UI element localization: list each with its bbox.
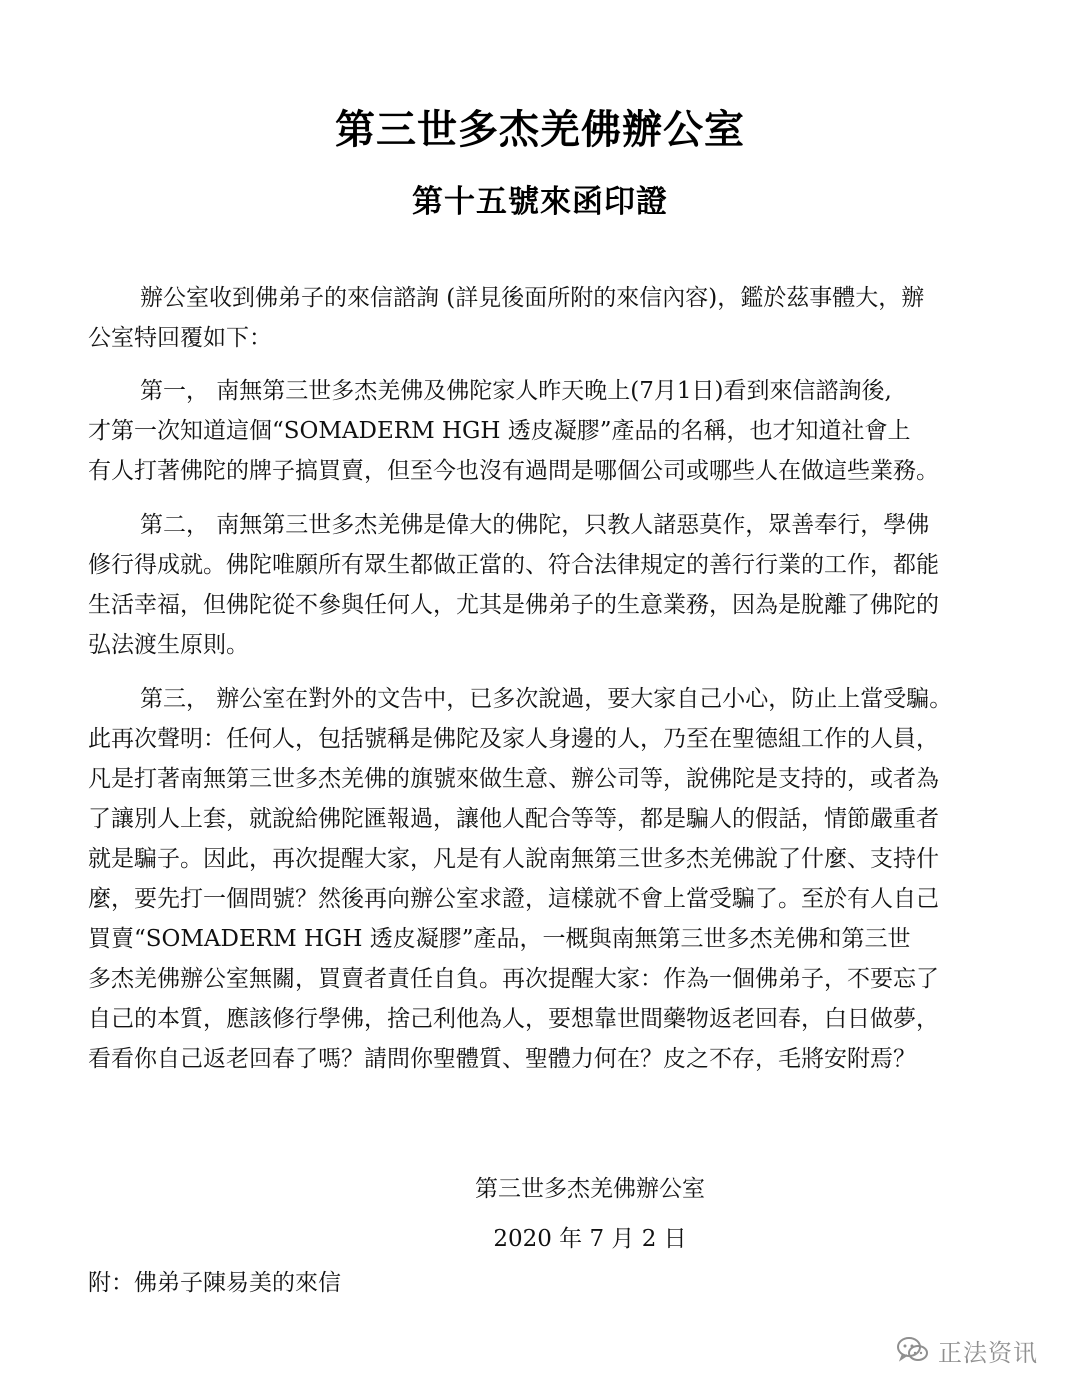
watermark-text: 正法资讯: [938, 1338, 1038, 1367]
point-two-line-1: 第二， 南無第三世多杰羌佛是偉大的佛陀，只教人諸惡莫作，眾善奉行，學佛: [140, 512, 930, 538]
point-three-line-9: 自己的本質，應該修行學佛，捨己利他為人，要想靠世間藥物返老回春，白日做夢，: [88, 1006, 939, 1032]
wechat-icon: [896, 1335, 930, 1365]
intro-paragraph: [88, 278, 993, 358]
point-three-line-3: 凡是打著南無第三世多杰羌佛的旗號來做生意、辦公司等，說佛陀是支持的，或者為: [88, 766, 939, 792]
intro-line-1: 辦公室收到佛弟子的來信諮詢 (詳見後面所附的來信內容)，鑑於茲事體大，辦: [140, 285, 925, 311]
point-three-line-4: 了讓別人上套，就說給佛陀匯報過，讓他人配合等等，都是騙人的假話，情節嚴重者: [88, 806, 939, 832]
point-three-line-2: 此再次聲明：任何人，包括號稱是佛陀及家人身邊的人，乃至在聖德組工作的人員，: [88, 726, 939, 752]
point-one-line-3: 有人打著佛陀的牌子搞買賣，但至今也沒有過問是哪個公司或哪些人在做這些業務。: [88, 458, 939, 484]
letter-subtitle: 第十五號來函印證: [412, 184, 668, 220]
signature-office: 第三世多杰羌佛辦公室: [475, 1176, 705, 1202]
point-three-line-7: 買賣“SOMADERM HGH 透皮凝膠”產品，一概與南無第三世多杰羌佛和第三世: [88, 926, 911, 952]
point-two-line-3: 生活幸福，但佛陀從不參與任何人，尤其是佛弟子的生意業務，因為是脫離了佛陀的: [88, 592, 939, 618]
point-three-line-6: 麼，要先打一個問號？然後再向辦公室求證，這樣就不會上當受騙了。至於有人自己: [88, 886, 939, 912]
point-two-line-2: 修行得成就。佛陀唯願所有眾生都做正當的、符合法律規定的善行行業的工作，都能: [88, 552, 939, 578]
point-one-line-2: 才第一次知道這個“SOMADERM HGH 透皮凝膠”產品的名稱，也才知道社會上: [88, 418, 911, 444]
point-three-line-1: 第三， 辦公室在對外的文告中，已多次說過，要大家自己小心，防止上當受騙。: [140, 686, 953, 712]
point-two-line-4: 弘法渡生原則。: [88, 632, 249, 658]
watermark: [896, 1328, 1038, 1372]
intro-line-2: 公室特回覆如下：: [88, 325, 272, 351]
signature-date: 2020 年 7 月 2 日: [493, 1226, 687, 1252]
point-one-line-1: 第一， 南無第三世多杰羌佛及佛陀家人昨天晚上(7月1日)看到來信諮詢後,: [140, 378, 892, 404]
attachment-note: 附：佛弟子陳易美的來信: [88, 1270, 341, 1296]
point-three-line-5: 就是騙子。因此，再次提醒大家，凡是有人說南無第三世多杰羌佛說了什麼、支持什: [88, 846, 939, 872]
point-three-paragraph: [88, 679, 993, 1079]
point-one-paragraph: [88, 371, 993, 491]
office-title: 第三世多杰羌佛辦公室: [335, 106, 745, 153]
point-three-line-8: 多杰羌佛辦公室無關，買賣者責任自負。再次提醒大家：作為一個佛弟子，不要忘了: [88, 966, 939, 992]
point-two-paragraph: [88, 505, 993, 665]
point-three-line-10: 看看你自己返老回春了嗎？請問你聖體質、聖體力何在？皮之不存，毛將安附焉？: [88, 1046, 916, 1072]
